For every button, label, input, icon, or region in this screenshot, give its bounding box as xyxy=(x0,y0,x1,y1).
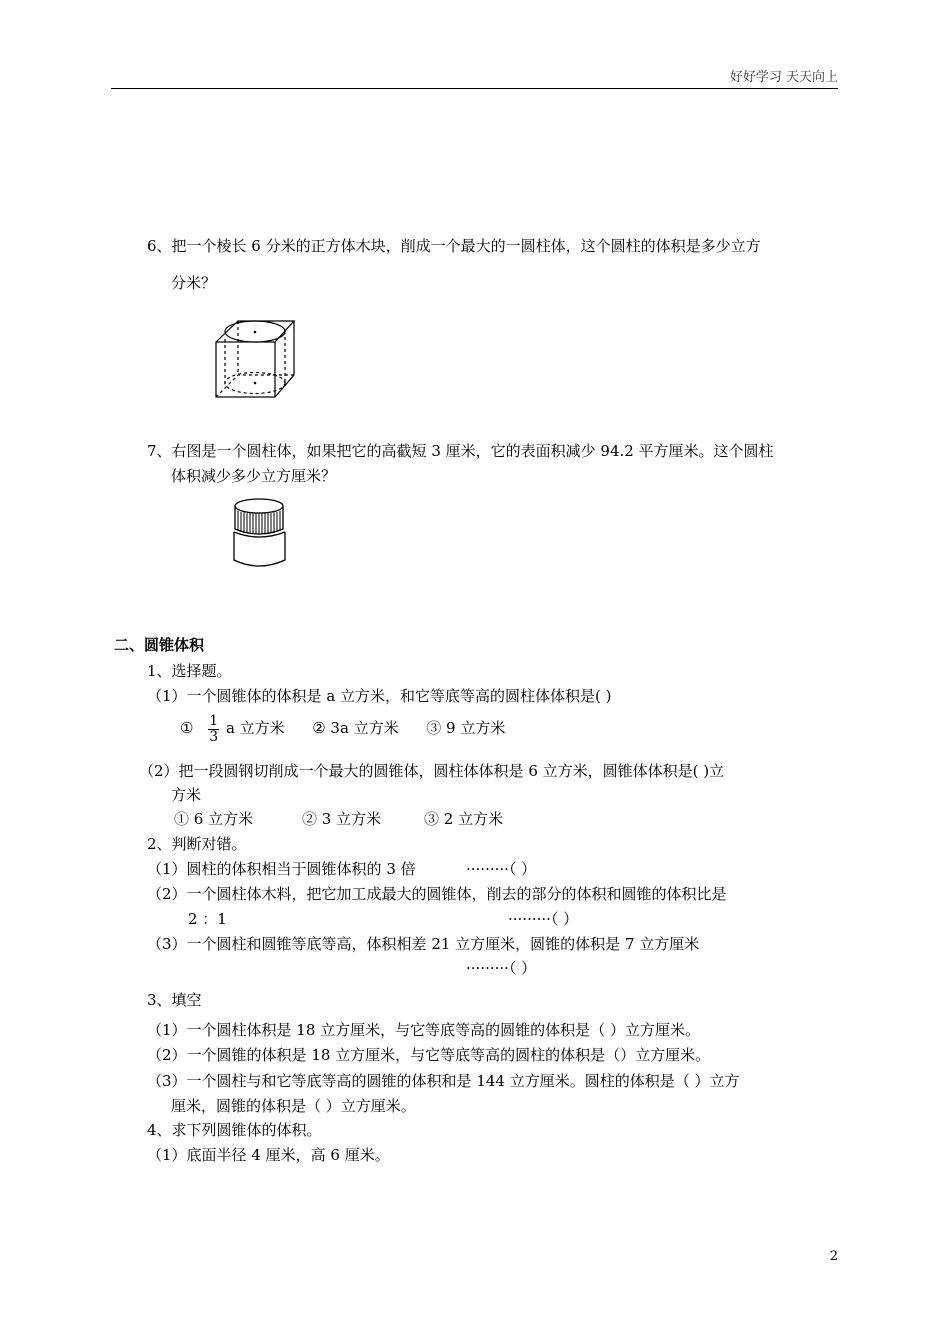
choice-q2-line2: 方米 xyxy=(171,786,202,804)
choice-q2-opt3: ③ 2 立方米 xyxy=(424,810,504,828)
choice-q1-opt3: ③ 9 立方米 xyxy=(426,719,506,737)
q7-text-line2: 体积减少多少立方厘米？ xyxy=(171,467,337,485)
fill-q3-line2: 厘米，圆锥的体积是（ ）立方厘米。 xyxy=(171,1097,416,1115)
choice-q2-line1: （2）把一段圆钢切削成一个最大的圆锥体，圆柱体体积是 6 立方米，圆锥体体积是( )立 xyxy=(139,762,725,780)
fill-q3-line1: （3）一个圆柱与和它等底等高的圆锥的体积和是 144 立方厘米。圆柱的体积是（ ）立方 xyxy=(147,1072,740,1090)
choice-q1-options xyxy=(180,708,505,748)
choice-q1-opt1-rest: a 立方米 xyxy=(225,719,285,737)
judge-q2-line1: （2）一个圆柱体木料，把它加工成最大的圆锥体，削去的部分的体积和圆锥的体积比是 xyxy=(147,885,727,903)
cube-cylinder-figure xyxy=(212,317,298,401)
section2-title: 二、圆锥体积 xyxy=(114,636,205,654)
choice-q1-opt1-mark: ① xyxy=(180,719,194,737)
judge-q2-ratio: 2 ：1 xyxy=(188,910,227,928)
header-divider xyxy=(111,88,838,89)
q7-text-line1: 7、右图是一个圆柱体，如果把它的高截短 3 厘米，它的表面积减少 94.2 平方厘米。这个圆柱 xyxy=(147,442,774,460)
q6-text-line2: 分米？ xyxy=(171,274,217,292)
fill-q2: （2）一个圆锥的体积是 18 立方厘米，与它等底等高的圆柱的体积是（）立方厘米。 xyxy=(147,1046,711,1064)
choice-q2-opt2: ② 3 立方米 xyxy=(302,810,382,828)
judge-heading: 2、判断对错。 xyxy=(147,835,247,853)
volume-heading: 4、求下列圆锥体的体积。 xyxy=(147,1121,322,1139)
judge-q2-mark: ·········（ ） xyxy=(508,910,579,928)
page-number: 2 xyxy=(829,1249,838,1264)
choice-heading: 1、选择题。 xyxy=(147,662,232,680)
judge-q3-line1: （3）一个圆柱和圆锥等底等高，体积相差 21 立方厘米，圆锥的体积是 7 立方厘米 xyxy=(147,935,700,953)
header-motto: 好好学习 天天向上 xyxy=(729,70,838,85)
fraction-one-third xyxy=(208,714,219,745)
volume-q1: （1）底面半径 4 厘米，高 6 厘米。 xyxy=(147,1146,390,1164)
choice-q1-opt2: ② 3a 立方米 xyxy=(312,719,399,737)
judge-q3-mark: ·········（ ） xyxy=(466,959,537,977)
choice-q2-opt1: ① 6 立方米 xyxy=(174,810,254,828)
fill-q1: （1）一个圆柱体积是 18 立方厘米，与它等底等高的圆锥的体积是（ ）立方厘米。 xyxy=(147,1021,700,1039)
judge-q1-mark: ·········（ ） xyxy=(466,860,537,878)
q6-text-line1: 6、把一个棱长 6 分米的正方体木块，削成一个最大的一圆柱体，这个圆柱的体积是多少立方 xyxy=(147,237,761,255)
fill-heading: 3、填空 xyxy=(147,991,202,1009)
fraction-numerator: 1 xyxy=(209,712,219,729)
fraction-denominator: 3 xyxy=(209,728,219,745)
choice-q1-text: （1）一个圆锥体的体积是 a 立方米，和它等底等高的圆柱体体积是( ) xyxy=(147,687,612,705)
cylinder-jar-figure xyxy=(230,496,290,570)
judge-q1-text: （1）圆柱的体积相当于圆锥体积的 3 倍 xyxy=(147,860,416,878)
